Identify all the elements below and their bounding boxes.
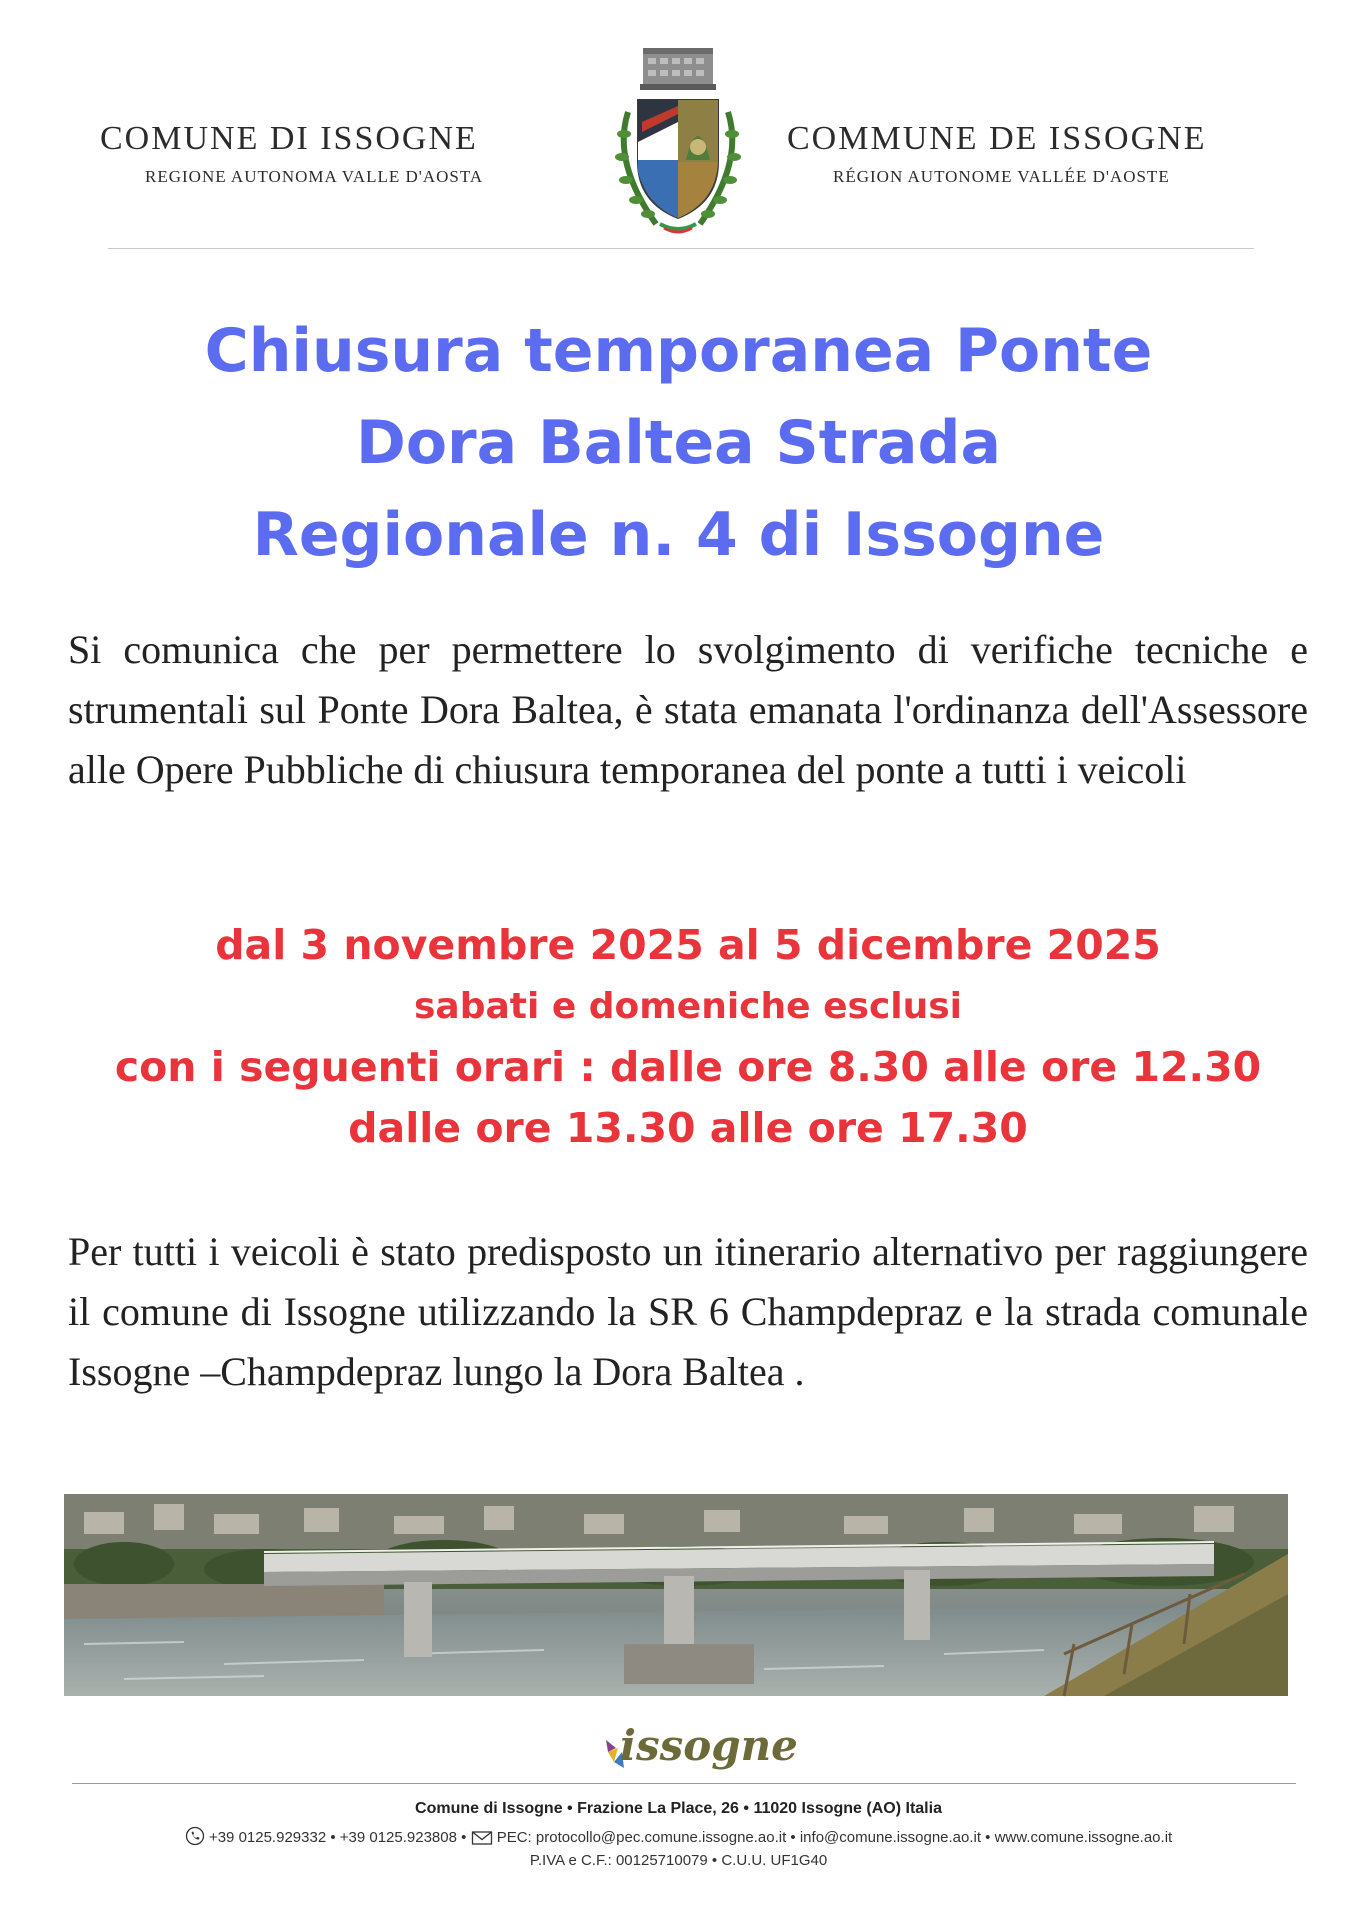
closure-hours-afternoon: dalle ore 13.30 alle ore 17.30 <box>348 1104 1028 1152</box>
header-right-title: COMMUNE DE ISSOGNE <box>787 120 1207 157</box>
footer-contacts <box>0 1826 1357 1846</box>
bridge-photo <box>64 1494 1288 1696</box>
notice-title <box>120 305 1237 581</box>
svg-text:issogne: issogne <box>620 1721 798 1770</box>
phone-icon <box>185 1829 205 1846</box>
header-left-title: COMUNE DI ISSOGNE <box>100 120 478 157</box>
footer-pec-emails: PEC: protocollo@pec.comune.issogne.ao.it • info@comune.issogne.ao.it • www.comune.issogne.ao.it <box>496 1829 1173 1846</box>
title-line-2: Dora Baltea Strada <box>356 408 1001 478</box>
header-right-subtitle: RÉGION AUTONOME VALLÉE D'AOSTE <box>833 167 1170 186</box>
closure-period: dal 3 novembre 2025 al 5 dicembre 2025 <box>215 921 1161 969</box>
title-line-1: Chiusura temporanea Ponte <box>204 316 1153 386</box>
closure-hours-morning: con i seguenti orari : dalle ore 8.30 alle ore 12.30 <box>114 1043 1262 1091</box>
footer-divider <box>72 1783 1296 1784</box>
closure-dates <box>68 915 1308 1159</box>
footer-phones: +39 0125.929332 • +39 0125.923808 • <box>208 1829 467 1846</box>
title-line-3: Regionale n. 4 di Issogne <box>252 500 1105 570</box>
closure-exclusions: sabati e domeniche esclusi <box>413 986 963 1027</box>
footer-tax-info: P.IVA e C.F.: 00125710079 • C.U.U. UF1G40 <box>529 1852 828 1869</box>
issogne-footer-logo <box>598 1718 798 1788</box>
notice-paragraph-1: Si comunica che per permettere lo svolgimento di verifiche tecniche e strumentali sul Ponte Dora Baltea, è stata emanata l'ordinanza dell'Assessore alle Opere Pubbliche di chiusura temporanea del ponte a tutti i veicoli <box>68 627 1308 792</box>
header-divider <box>108 248 1254 249</box>
email-icon <box>471 1829 493 1846</box>
coat-of-arms-crest <box>598 42 758 242</box>
footer-address: Comune di Issogne • Frazione La Place, 26 • 11020 Issogne (AO) Italia <box>415 1800 942 1817</box>
notice-paragraph-2: Per tutti i veicoli è stato predisposto un itinerario alternativo per raggiungere il comune di Issogne utilizzando la SR 6 Champdepraz e la strada comunale Issogne –Champdepraz lungo la Dora Baltea . <box>68 1229 1308 1394</box>
header-left-subtitle: REGIONE AUTONOMA VALLE D'AOSTA <box>145 167 484 186</box>
